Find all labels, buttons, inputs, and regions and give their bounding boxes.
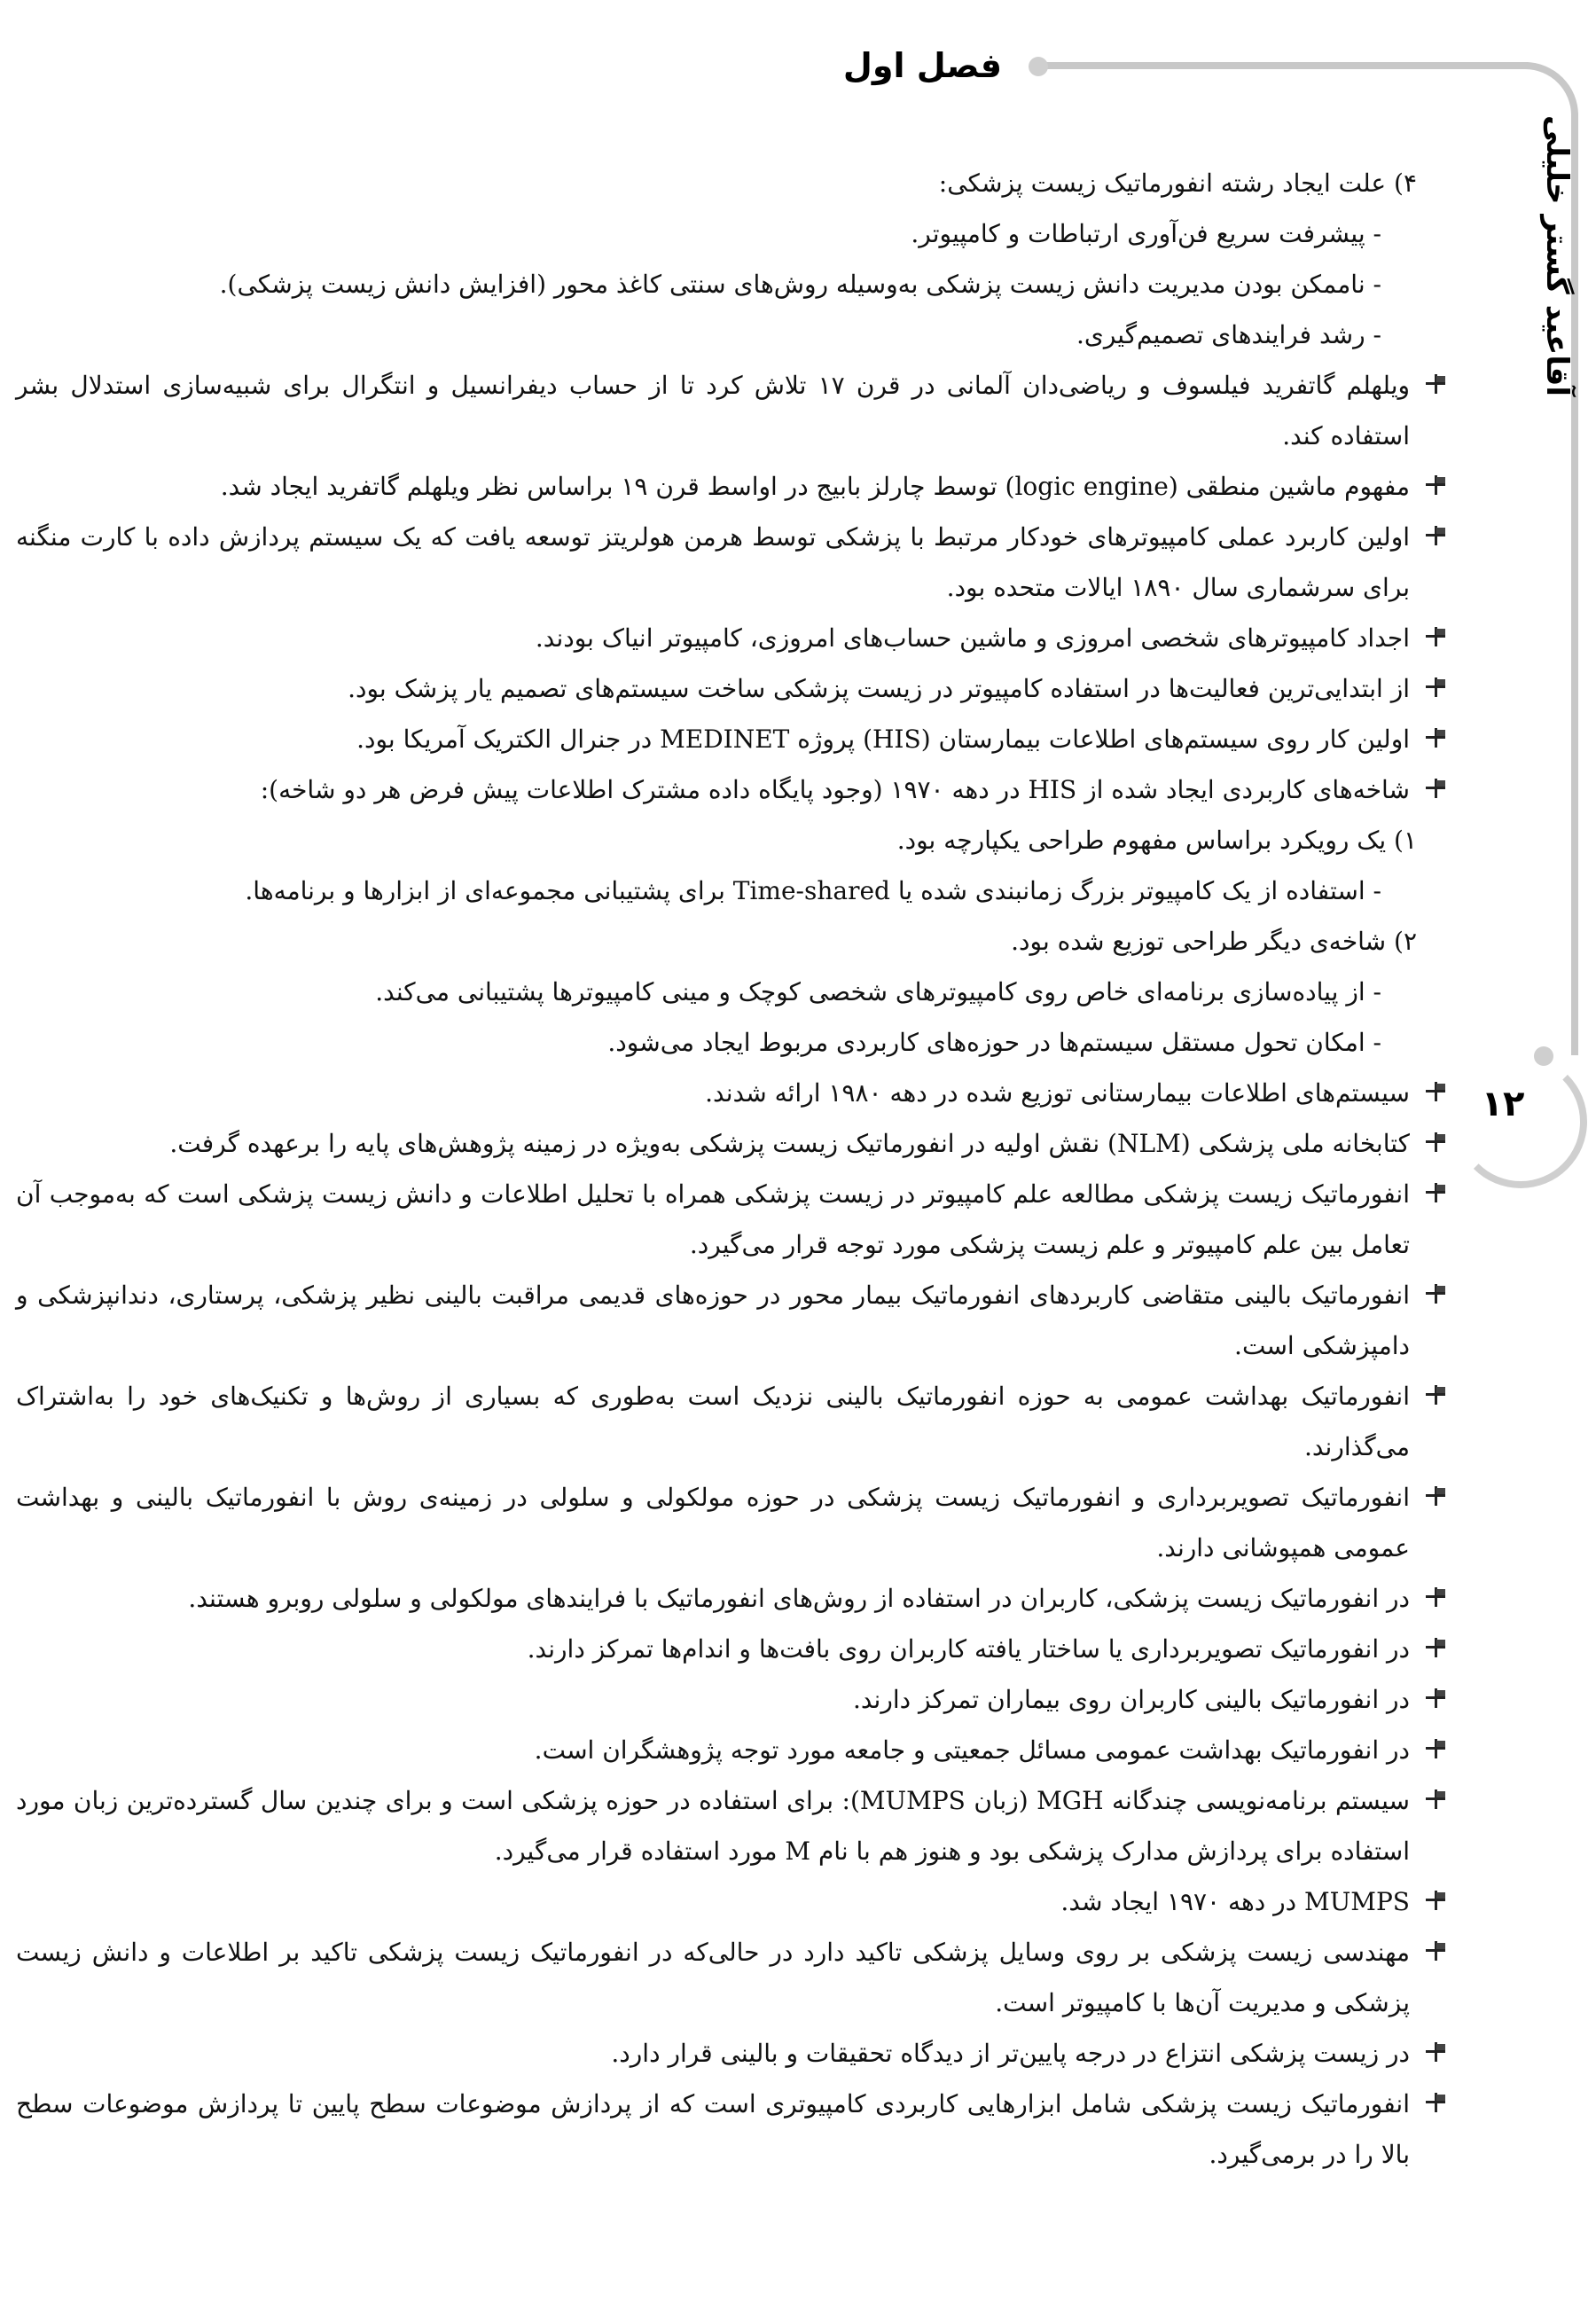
- bullet-icon: [1426, 1082, 1445, 1101]
- bullet-text: سیستم برنامه‌نویسی چندگانه MGH (زبان MUMPS): برای استفاده در حوزه پزشکی است و برای چندین سال گسترده‌ترین زبان مورد استفاده برای پردازش مدارک پزشکی بود و هنوز هم با نام M مورد استفاده قرار می‌گیرد.: [16, 1786, 1410, 1866]
- dash-item: - ناممکن بودن مدیریت دانش زیست پزشکی به‌وسیله روش‌های سنتی کاغذ محور (افزایش دانش زیست پزشکی).: [219, 270, 1381, 299]
- bullet-text: در زیست پزشکی انتزاع در درجه پایین‌تر از دیدگاه تحقیقات و بالینی قرار دارد.: [611, 2039, 1410, 2068]
- bullet-item: [16, 1775, 1452, 1876]
- bullet-text: در انفورماتیک بالینی کاربران روی بیماران تمرکز دارند.: [852, 1685, 1410, 1714]
- bullet-icon: [1426, 627, 1445, 646]
- header-rule: [1037, 62, 1534, 69]
- bullet-text: انفورماتیک زیست پزشکی شامل ابزارهایی کاربردی کامپیوتری است که از پردازش موضوعات سطح پایین تا پردازش موضوعات سطح بالا را در برمی‌گیرد.: [16, 2089, 1410, 2169]
- dash-item: - استفاده از یک کامپیوتر بزرگ زمانبندی شده یا Time-shared برای پشتیبانی مجموعه‌ای از ابزارها و برنامه‌ها.: [245, 876, 1381, 905]
- bullet-icon: [1426, 1688, 1445, 1708]
- chapter-title: فصل اول: [842, 46, 1002, 85]
- bullet-item: [16, 360, 1452, 461]
- bullet-icon: [1426, 1941, 1445, 1961]
- dash-item: - رشد فرایندهای تصمیم‌گیری.: [1076, 320, 1381, 349]
- bullet-item: [16, 512, 1452, 613]
- bullet-icon: [1426, 1284, 1445, 1304]
- bullet-item: [16, 1674, 1452, 1725]
- bullet-item: [16, 2028, 1452, 2079]
- author-name: آقاعید گستر خلیلی: [1539, 115, 1575, 397]
- bullet-item: [16, 1573, 1452, 1624]
- bullet-item: [16, 1068, 1452, 1118]
- bullet-text: سیستم‌های اطلاعات بیمارستانی توزیع شده در دهه ۱۹۸۰ ارائه شدند.: [705, 1078, 1410, 1108]
- bullet-icon: [1426, 1891, 1445, 1910]
- bullet-text: اجداد کامپیوترهای شخصی امروزی و ماشین حساب‌های امروزی، کامپیوتر انیاک بودند.: [535, 623, 1410, 653]
- bullet-text: در انفورماتیک زیست پزشکی، کاربران در استفاده از روش‌های انفورماتیک با فرایندهای مولکولی و سلولی روبرو هستند.: [188, 1584, 1410, 1613]
- bullet-item: [16, 1876, 1452, 1927]
- bullet-icon: [1426, 1638, 1445, 1657]
- page-content: [16, 158, 1452, 2180]
- bullet-icon: [1426, 374, 1445, 394]
- bullet-icon: [1426, 1486, 1445, 1506]
- bullet-text: اولین کار روی سیستم‌های اطلاعات بیمارستان (HIS) پروژه MEDINET در جنرال الکتریک آمریکا بود.: [356, 724, 1410, 754]
- dash-item: - از پیاده‌سازی برنامه‌ای خاص روی کامپیوترهای شخصی کوچک و مینی کامپیوترها پشتیبانی می‌کند.: [375, 977, 1381, 1006]
- bullet-text: شاخه‌های کاربردی ایجاد شده از HIS در دهه ۱۹۷۰ (وجود پایگاه داده مشترک اطلاعات پیش فرض هر دو شاخه):: [260, 775, 1410, 804]
- bullet-text: انفورماتیک بالینی متقاضی کاربردهای انفورماتیک بیمار محور در حوزه‌های قدیمی مراقبت بالینی نظیر پزشکی، پرستاری، دندانپزشکی و دامپزشکی است.: [16, 1280, 1410, 1360]
- bullet-text: انفورماتیک زیست پزشکی مطالعه علم کامپیوتر در زیست پزشکی همراه با تحلیل اطلاعات و دانش زیست پزشکی است که به‌موجب آن تعامل بین علم کامپیوتر و علم زیست پزشکی مورد توجه قرار می‌گیرد.: [16, 1179, 1410, 1259]
- bullet-item: [16, 714, 1452, 764]
- header-rule-dot: [1029, 57, 1048, 76]
- bullet-text: مهندسی زیست پزشکی بر روی وسایل پزشکی تاکید دارد در حالی‌که در انفورماتیک زیست پزشکی تاکید بر اطلاعات و دانش زیست پزشکی و مدیریت آن‌ها با کامپیوتر است.: [16, 1938, 1410, 2017]
- bullet-item: [16, 2079, 1452, 2180]
- bullet-icon: [1426, 2042, 1445, 2062]
- bullet-text: از ابتدایی‌ترین فعالیت‌ها در استفاده کامپیوتر در زیست پزشکی ساخت سیستم‌های تصمیم یار پزشک بود.: [348, 674, 1410, 703]
- bullet-item: [16, 1118, 1452, 1169]
- bullet-text: انفورماتیک بهداشت عمومی به حوزه انفورماتیک بالینی نزدیک است به‌طوری که بسیاری از روش‌ها و تکنیک‌های خود را به‌اشتراک می‌گذارند.: [16, 1382, 1410, 1461]
- bullet-icon: [1426, 475, 1445, 495]
- bullet-item: [16, 1270, 1452, 1371]
- bullet-icon: [1426, 779, 1445, 798]
- bullet-icon: [1426, 728, 1445, 748]
- bullet-icon: [1426, 526, 1445, 545]
- page-number: ۱۲: [1481, 1084, 1525, 1124]
- bullet-item: [16, 613, 1452, 663]
- bullet-icon: [1426, 1132, 1445, 1152]
- bullet-text: در انفورماتیک بهداشت عمومی مسائل جمعیتی و جامعه مورد توجه پژوهشگران است.: [534, 1735, 1410, 1765]
- bullet-item: [16, 1725, 1452, 1775]
- dash-item: - پیشرفت سریع فن‌آوری ارتباطات و کامپیوتر.: [911, 219, 1381, 248]
- bullet-text: ویلهلم گاتفرید فیلسوف و ریاضی‌دان آلمانی در قرن ۱۷ تلاش کرد تا از حساب دیفرانسیل و انتگرال برای شبیه‌سازی استدلال بشر استفاده کند.: [16, 371, 1411, 450]
- bullet-icon: [1426, 1183, 1445, 1202]
- bullet-icon: [1426, 1385, 1445, 1405]
- bullet-item: [16, 1169, 1452, 1270]
- bullet-icon: [1426, 1789, 1445, 1809]
- bullet-item: [16, 1371, 1452, 1472]
- numbered-item: ۲) شاخه‌ی دیگر طراحی توزیع شده بود.: [1011, 927, 1417, 956]
- bullet-item: [16, 461, 1452, 512]
- bullet-icon: [1426, 1739, 1445, 1758]
- dash-item: - امکان تحول مستقل سیستم‌ها در حوزه‌های کاربردی مربوط ایجاد می‌شود.: [607, 1028, 1381, 1057]
- bullet-item: [16, 663, 1452, 714]
- bullet-text: مفهوم ماشین منطقی (logic engine) توسط چارلز بابیج در اواسط قرن ۱۹ براساس نظر ویلهلم گاتفرید ایجاد شد.: [220, 472, 1410, 501]
- bullet-item: [16, 1624, 1452, 1674]
- section-heading: ۴) علت ایجاد رشته انفورماتیک زیست پزشکی:: [938, 168, 1417, 198]
- bullet-text: انفورماتیک تصویربرداری و انفورماتیک زیست پزشکی در حوزه مولکولی و سلولی در زمینه‌ی روش با انفورماتیک بالینی و بهداشت عمومی همپوشانی دارند.: [16, 1483, 1410, 1562]
- bullet-icon: [1426, 2093, 1445, 2112]
- bullet-text: MUMPS در دهه ۱۹۷۰ ایجاد شد.: [1060, 1887, 1410, 1916]
- bullet-item: [16, 1927, 1452, 2028]
- numbered-item: ۱) یک رویکرد براساس مفهوم طراحی یکپارچه بود.: [896, 826, 1417, 855]
- bullet-icon: [1426, 1587, 1445, 1607]
- bullet-text: اولین کاربرد عملی کامپیوترهای خودکار مرتبط با پزشکی توسط هرمن هولریتز توسعه یافت که یک سیستم پردازش داده با کارت منگنه برای سرشماری سال ۱۸۹۰ ایالات متحده بود.: [16, 522, 1410, 602]
- bullet-text: کتابخانه ملی پزشکی (NLM) نقش اولیه در انفورماتیک زیست پزشکی به‌ویژه در زمینه پژوهش‌های پایه را برعهده گرفت.: [169, 1129, 1410, 1158]
- bullet-text: در انفورماتیک تصویربرداری یا ساختار یافته کاربران روی بافت‌ها و اندام‌ها تمرکز دارند.: [527, 1634, 1410, 1664]
- bullet-icon: [1426, 677, 1445, 697]
- bullet-item: [16, 1472, 1452, 1573]
- bullet-item: [16, 764, 1452, 815]
